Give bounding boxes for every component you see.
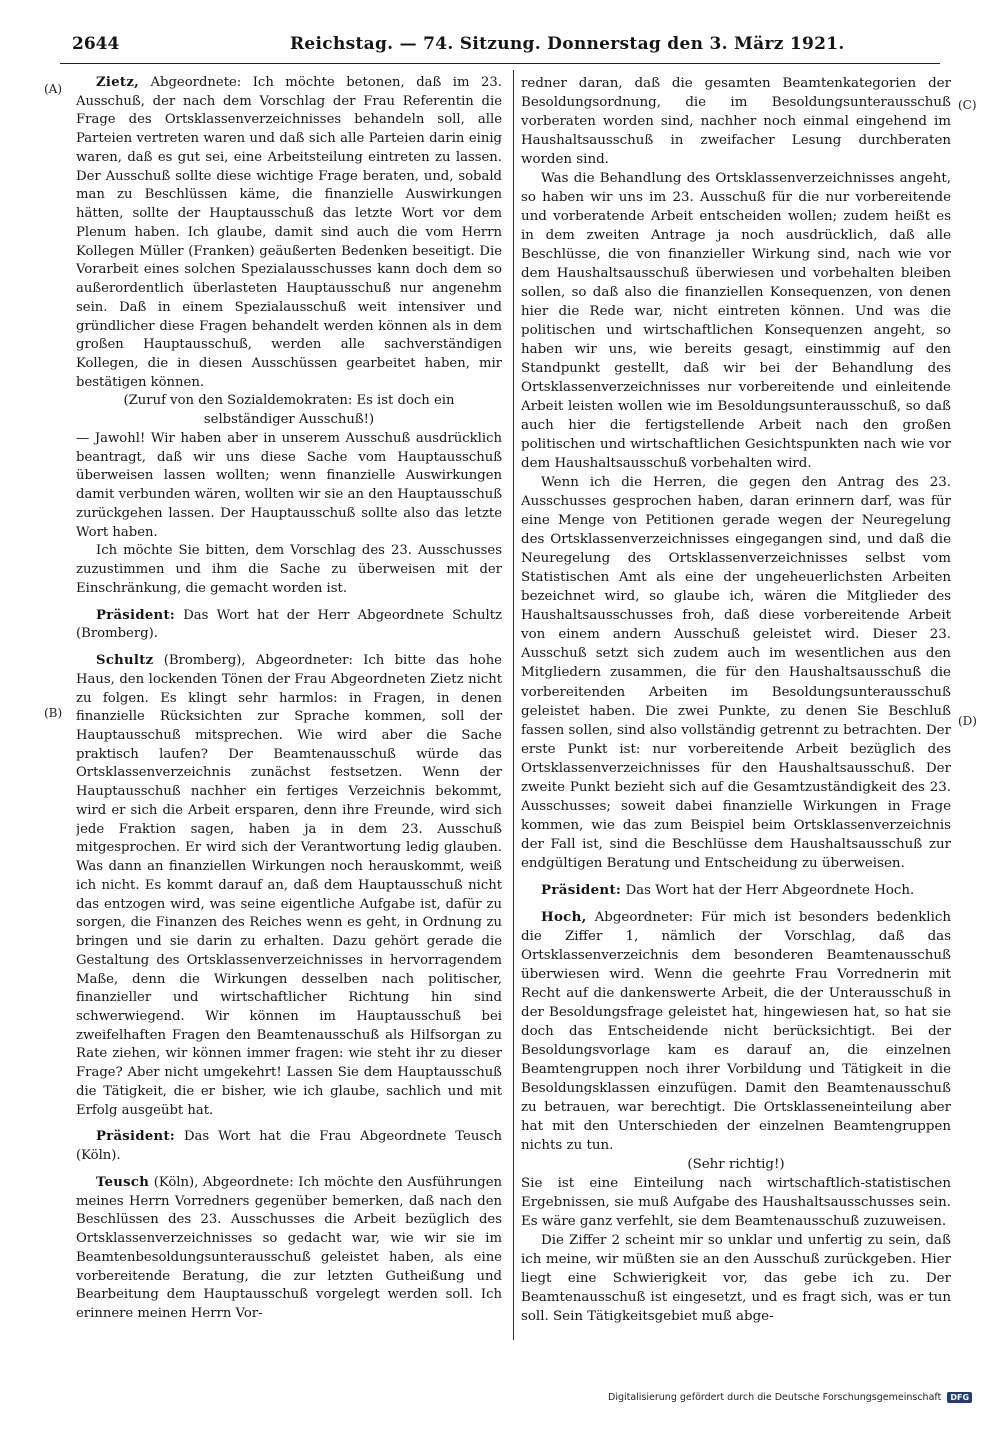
president-statement (521, 881, 951, 900)
paragraph (521, 908, 951, 1155)
paragraph-text: (Bromberg), Abgeordneter: Ich bitte das hohe Haus, den lockenden Tönen der Frau Abgeordneten Zietz nicht zu folgen. Es klingt sehr harmlos: in Fragen, in denen finanzielle Rücksichten zur Sprache kommen, soll der Hauptausschuß mitsprechen. Wie wird aber die Sache praktisch laufen? Der Beamtenausschuß würde das Ortsklassenverzeichnis zunächst festsetzen. Wenn der Hauptausschuß nachher ein fertiges Verzeichnis bekommt, wird er sich die Arbeit ersparen, denn ihre Freunde, wird sich jede Fraktion sagen, haben ja in dem 23. Ausschuß mitgesprochen. Er wird sich der Verantwortung ledig glauben. Was dann an finanziellen Wirkungen noch herauskommt, weiß ich nicht. Es kommt darauf an, daß dem Hauptausschuß nicht das entzogen wird, was seine eigentliche Aufgabe ist, dafür zu sorgen, die Finanzen des Reiches wenn es geht, in Ordnung zu bringen und sie darin zu erhalten. Dazu gehört gerade die Gestaltung des Ortsklassenverzeichnisses in hervorragendem Maße, denn die Wirkungen desselben nach politischer, finanzieller und wirtschaftlicher Richtung hin sind schwerwiegend. Wir können im Hauptausschuß bei zweifelhaften Fragen den Beamtenausschuß als Hilfsorgan zu Rate ziehen, wir können immer fragen: wie steht ihr zu dieser Frage? Aber nicht umgekehrt! Lassen Sie dem Hauptausschuß die Tätigkeit, die er bisher, wie ich glaube, sachlich und mit Erfolg ausgeübt hat. (76, 653, 502, 1118)
paragraph-text: Abgeordnete: Ich möchte betonen, daß im 23. Ausschuß, der nach dem Vorschlag der Frau Referentin die Frage des Ortsklassenverzeichnisses behandeln soll, alle Parteien vertreten waren und daß sich alle Parteien darin einig waren, daß es gut sei, eine Arbeitsteilung eintreten zu lassen. Der Ausschuß sollte diese wichtige Frage beraten, und, sobald man zu Beschlüssen käme, die finanzielle Auswirkungen hätten, sollte der Hauptausschuß das letzte Wort vor dem Plenum haben. Ich glaube, damit sind auch die vom Herrn Kollegen Müller (Franken) geäußerten Bedenken beseitigt. Die Vorarbeit eines solchen Spezialausschusses kann doch dem so außerordentlich überlasteten Hauptausschuß nur angenehm sein. Daß in einem Spezialausschuß weit intensiver und gründlicher diese Fragen behandelt werden können als in dem großen Hauptausschuß, werden alle sachverständigen Kollegen, die in diesen Ausschüssen gearbeitet haben, mir bestätigen können. (76, 75, 502, 390)
speaker-name: Präsident: (96, 1129, 176, 1145)
margin-mark-c: (C) (958, 98, 977, 112)
speaker-name: Zietz, (96, 75, 139, 90)
footer-text: Digitalisierung gefördert durch die Deutsche Forschungsgemeinschaft (608, 1392, 942, 1403)
speaker-name: Präsident: (96, 607, 176, 623)
paragraph (76, 1174, 502, 1324)
paragraph-text: Das Wort hat der Herr Abgeordnete Hoch. (621, 882, 915, 898)
speaker-name: Hoch, (541, 908, 587, 925)
paragraph: — Jawohl! Wir haben aber in unserem Ausschuß ausdrücklich beantragt, daß wir uns diese Sache vom Hauptausschuß überweisen lassen wollten; wenn finanzielle Auswirkungen damit verbunden wären, wollten wir sie an den Hauptausschuß zurückgehen lassen. Der Hauptausschuß sollte also das letzte Wort haben. (76, 430, 502, 540)
margin-mark-d: (D) (958, 714, 977, 728)
paragraph (76, 74, 502, 392)
interjection: (Sehr richtig!) (687, 1156, 785, 1172)
paragraph-text: Das Wort hat der Herr Abgeordnete Schultz (Bromberg). (76, 607, 502, 642)
digitization-footer (608, 1392, 992, 1410)
paragraph (76, 652, 502, 1120)
paragraph: Sie ist eine Einteilung nach wirtschaftlich-statistischen Ergebnissen, sie muß Aufgabe des Haushaltsausschusses sein. Es wäre ganz verfehlt, sie dem Beamtenausschuß zuzuweisen. (521, 1175, 951, 1229)
dfg-logo-icon: DFG (947, 1392, 972, 1403)
margin-mark-a: (A) (44, 82, 63, 96)
running-head: Reichstag. — 74. Sitzung. Donnerstag den 3. März 1921. (290, 34, 845, 54)
interjection: (Zuruf von den Sozialdemokraten: Es ist doch ein selbständiger Ausschuß!) (123, 393, 455, 428)
page-number: 2644 (72, 34, 120, 54)
page-header (60, 34, 940, 60)
president-statement (76, 607, 502, 644)
header-rule (60, 63, 940, 64)
speaker-name: Schultz (96, 653, 154, 669)
paragraph-text: Das Wort hat die Frau Abgeordnete Teusch (Köln). (76, 1129, 502, 1164)
speaker-name: Präsident: (541, 881, 622, 898)
paragraph: Die Ziffer 2 scheint mir so unklar und unfertig zu sein, daß ich meine, wir müßten sie an den Ausschuß zurückgeben. Hier liegt eine Schwierigkeit vor, das gebe ich zu. Der Beamtenausschuß ist eingesetzt, und es fragt sich, was er tun soll. Sein Tätigkeitsgebiet muß abge- (521, 1232, 951, 1324)
paragraph: redner daran, daß die gesamten Beamtenkategorien der Besoldungsordnung, die im Besoldungsunterausschuß vorberaten worden sind, nachher noch einmal eingehend im Haushaltsausschuß in zweifacher Lesung durchberaten worden sind. (521, 76, 951, 168)
paragraph-text: (Köln), Abgeordnete: Ich möchte den Ausführungen meines Herrn Vorredners gegenüber bemerken, daß nach den Beschlüssen des 23. Ausschusses die Arbeit bezüglich des Ortsklassenverzeichnisses so gedacht war, wie wir sie im Beamtenbesoldungsunterausschuß geleistet haben, als eine vorbereitende Beratung, die zur letzten Gutheißung und Bearbeitung dem Hauptausschuß vorgelegt werden soll. Ich erinnere meinen Herrn Vor- (76, 1174, 502, 1321)
paragraph: Ich möchte Sie bitten, dem Vorschlag des 23. Ausschusses zuzustimmen und ihm die Sache zu überweisen mit der Einschränkung, die gemacht worden ist. (76, 543, 502, 596)
speaker-name: Teusch (96, 1174, 150, 1190)
column-divider (513, 70, 514, 1340)
margin-mark-b: (B) (44, 706, 63, 720)
paragraph: Wenn ich die Herren, die gegen den Antrag des 23. Ausschusses gesprochen haben, daran erinnern darf, was für eine Menge von Petitionen gerade wegen der Neuregelung des Ortsklassenverzeichnisses eingegangen sind, und daß die Neuregelung des Ortsklassenverzeichnisses selbst vom Statistischen Amt als eine der ungeheuerlichsten Arbeiten bezeichnet wird, so glaube ich, wären die Mitglieder des Haushaltsausschusses froh, daß diese vorbereitende Arbeit von einem andern Ausschuß geleistet wird. Dieser 23. Ausschuß setzt sich zudem auch im wesentlichen aus den Mitgliedern zusammen, die für den Haushaltsausschuß die vorbereitenden Arbeiten im Besoldungsunterausschuß geleistet haben. Die zwei Punkte, zu denen Sie Beschluß fassen sollen, sind also vollständig getrennt zu betrachten. Der erste Punkt ist: nur vorbereitende Arbeit bezüglich des Ortsklassenverzeichnisses für den Haushaltsausschuß. Der zweite Punkt bezieht sich auf die Gesamtzuständigkeit des 23. Ausschusses; soweit dabei finanzielle Wirkungen in Frage kommen, wie das zum Beispiel beim Ortsklassenverzeichnis der Fall ist, sind die Beschlüsse dem Haushaltsausschuß zur endgültigen Beratung und Entscheidung zu überweisen. (521, 475, 951, 871)
paragraph: Was die Behandlung des Ortsklassenverzeichnisses angeht, so haben wir uns im 23. Ausschuß für die nur vorbereitende und vorberatende Arbeit entscheiden wollen; zudem heißt es in dem zweiten Antrage ja noch ausdrücklich, daß alle Beschlüsse, die von finanzieller Wirkung sind, nach wie vor dem Haushaltsausschuß überwiesen und vorbehalten bleiben sollen, so daß also die finanziellen Konsequenzen, von denen hier die Rede war, nicht eintreten können. Und was die politischen und wirtschaftlichen Konsequenzen angeht, so haben wir uns, wie bereits gesagt, einstimmig auf den Standpunkt gestellt, daß wir bei der Behandlung des Ortsklassenverzeichnisses nur vorbereitende und einleitende Arbeit leisten wollen wie im Besoldungsunterausschuß, so daß auch hier die fertigstellende Arbeit nach den großen politischen und wirtschaftlichen Gesichtspunkten nach wie vor dem Haushaltsausschuß vorbehalten wird. (521, 171, 951, 472)
right-column (521, 74, 951, 1344)
paragraph-text: Abgeordneter: Für mich ist besonders bedenklich die Ziffer 1, nämlich der Vorschlag, daß das Ortsklassenverzeichnis dem besonderen Beamtenausschuß überwiesen wird. Wenn die geehrte Frau Vorrednerin mit Recht auf die dankenswerte Arbeit, die der Unterausschuß in der Besoldungsfrage geleistet hat, hingewiesen hat, so hat sie doch das Entscheidende nicht berücksichtigt. Bei der Besoldungsvorlage kam es darauf an, die einzelnen Beamtengruppen noch ihrer Vorbildung und Tätigkeit in die Besoldungsklassen einzufügen. Damit den Beamtenausschuß zu betrauen, war berechtigt. Die Ortsklasseneinteilung aber hat mit den Unterschieden der einzelnen Beamtengruppen nichts zu tun. (521, 909, 951, 1153)
left-column (76, 74, 502, 1344)
president-statement (76, 1128, 502, 1165)
